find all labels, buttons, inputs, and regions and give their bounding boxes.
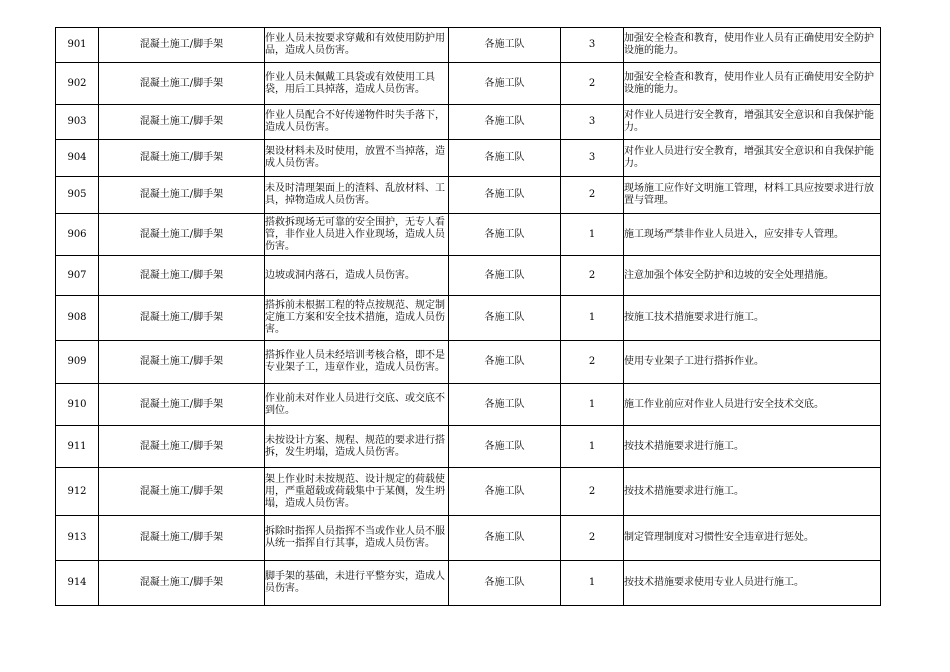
hazard-cell: 拆除时指挥人员指挥不当或作业人员不服从统一指挥自行其事，造成人员伤害。 [265, 516, 449, 561]
table-row [56, 177, 881, 214]
team-cell: 各施工队 [449, 426, 561, 468]
risk-level-cell: 1 [561, 296, 624, 341]
risk-level-cell: 3 [561, 140, 624, 177]
table-row [56, 426, 881, 468]
table-row [56, 516, 881, 561]
category-cell: 混凝土施工/脚手架 [99, 256, 265, 296]
team-cell: 各施工队 [449, 341, 561, 384]
measure-cell: 加强安全检查和教育，使用作业人员有正确使用安全防护设施的能力。 [624, 63, 881, 105]
category-cell: 混凝土施工/脚手架 [99, 384, 265, 426]
table-row [56, 105, 881, 140]
row-number: 901 [56, 28, 99, 63]
row-number: 912 [56, 468, 99, 516]
risk-level-cell: 3 [561, 28, 624, 63]
category-cell: 混凝土施工/脚手架 [99, 28, 265, 63]
row-number: 905 [56, 177, 99, 214]
risk-level-cell: 1 [561, 214, 624, 256]
hazard-cell: 作业人员配合不好传递物件时失手落下，造成人员伤害。 [265, 105, 449, 140]
measure-cell: 对作业人员进行安全教育，增强其安全意识和自我保护能力。 [624, 105, 881, 140]
row-number: 907 [56, 256, 99, 296]
risk-level-cell: 1 [561, 561, 624, 606]
table-row [56, 214, 881, 256]
measure-cell: 按技术措施要求进行施工。 [624, 426, 881, 468]
measure-cell: 使用专业架子工进行搭拆作业。 [624, 341, 881, 384]
row-number: 903 [56, 105, 99, 140]
measure-cell: 现场施工应作好文明施工管理，材料工具应按要求进行放置与管理。 [624, 177, 881, 214]
team-cell: 各施工队 [449, 561, 561, 606]
hazard-cell: 作业人员未按要求穿戴和有效使用防护用品，造成人员伤害。 [265, 28, 449, 63]
row-number: 909 [56, 341, 99, 384]
category-cell: 混凝土施工/脚手架 [99, 177, 265, 214]
table-row [56, 28, 881, 63]
category-cell: 混凝土施工/脚手架 [99, 561, 265, 606]
team-cell: 各施工队 [449, 296, 561, 341]
table-row [56, 63, 881, 105]
measure-cell: 施工作业前应对作业人员进行安全技术交底。 [624, 384, 881, 426]
row-number: 910 [56, 384, 99, 426]
risk-level-cell: 3 [561, 105, 624, 140]
category-cell: 混凝土施工/脚手架 [99, 296, 265, 341]
hazard-cell: 搭救拆现场无可靠的安全围护，无专人看管，非作业人员进入作业现场，造成人员伤害。 [265, 214, 449, 256]
category-cell: 混凝土施工/脚手架 [99, 214, 265, 256]
risk-level-cell: 2 [561, 63, 624, 105]
risk-level-cell: 2 [561, 256, 624, 296]
team-cell: 各施工队 [449, 384, 561, 426]
row-number: 906 [56, 214, 99, 256]
category-cell: 混凝土施工/脚手架 [99, 105, 265, 140]
category-cell: 混凝土施工/脚手架 [99, 426, 265, 468]
category-cell: 混凝土施工/脚手架 [99, 516, 265, 561]
hazard-cell: 作业前未对作业人员进行交底、或交底不到位。 [265, 384, 449, 426]
measure-cell: 按技术措施要求使用专业人员进行施工。 [624, 561, 881, 606]
category-cell: 混凝土施工/脚手架 [99, 468, 265, 516]
risk-level-cell: 2 [561, 341, 624, 384]
measure-cell: 施工现场严禁非作业人员进入，应安排专人管理。 [624, 214, 881, 256]
hazard-cell: 作业人员未佩戴工具袋或有效使用工具袋，用后工具掉落，造成人员伤害。 [265, 63, 449, 105]
hazard-cell: 架上作业时未按规范、设计规定的荷载使用，严重超载或荷载集中于某侧，发生坍塌，造成人员伤害。 [265, 468, 449, 516]
risk-level-cell: 2 [561, 468, 624, 516]
hazard-cell: 未及时清理架面上的渣料、乱放材料、工具，掉物造成人员伤害。 [265, 177, 449, 214]
measure-cell: 按施工技术措施要求进行施工。 [624, 296, 881, 341]
table-body [56, 28, 881, 606]
hazard-cell: 脚手架的基础，未进行平整夯实，造成人员伤害。 [265, 561, 449, 606]
risk-level-cell: 1 [561, 426, 624, 468]
category-cell: 混凝土施工/脚手架 [99, 140, 265, 177]
row-number: 914 [56, 561, 99, 606]
hazard-cell: 未按设计方案、规程、规范的要求进行搭拆，发生坍塌，造成人员伤害。 [265, 426, 449, 468]
risk-level-cell: 2 [561, 516, 624, 561]
hazard-cell: 搭拆前未根据工程的特点按规范、规定制定施工方案和安全技术措施，造成人员伤害。 [265, 296, 449, 341]
row-number: 913 [56, 516, 99, 561]
table-row [56, 296, 881, 341]
team-cell: 各施工队 [449, 140, 561, 177]
hazard-cell: 搭拆作业人员未经培训考核合格，即不是专业架子工，违章作业，造成人员伤害。 [265, 341, 449, 384]
table-row [56, 341, 881, 384]
risk-level-cell: 2 [561, 177, 624, 214]
team-cell: 各施工队 [449, 177, 561, 214]
hazard-cell: 架设材料未及时使用，放置不当掉落，造成人员伤害。 [265, 140, 449, 177]
row-number: 904 [56, 140, 99, 177]
measure-cell: 对作业人员进行安全教育，增强其安全意识和自我保护能力。 [624, 140, 881, 177]
team-cell: 各施工队 [449, 468, 561, 516]
table-row [56, 140, 881, 177]
row-number: 908 [56, 296, 99, 341]
team-cell: 各施工队 [449, 516, 561, 561]
team-cell: 各施工队 [449, 214, 561, 256]
team-cell: 各施工队 [449, 105, 561, 140]
table-row [56, 561, 881, 606]
risk-level-cell: 1 [561, 384, 624, 426]
hazard-cell: 边坡或洞内落石，造成人员伤害。 [265, 256, 449, 296]
hazard-table [55, 27, 881, 606]
row-number: 902 [56, 63, 99, 105]
team-cell: 各施工队 [449, 256, 561, 296]
table-row [56, 256, 881, 296]
category-cell: 混凝土施工/脚手架 [99, 341, 265, 384]
team-cell: 各施工队 [449, 63, 561, 105]
table-row [56, 384, 881, 426]
measure-cell: 制定管理制度对习惯性安全违章进行惩处。 [624, 516, 881, 561]
table-row [56, 468, 881, 516]
row-number: 911 [56, 426, 99, 468]
measure-cell: 加强安全检查和教育，使用作业人员有正确使用安全防护设施的能力。 [624, 28, 881, 63]
team-cell: 各施工队 [449, 28, 561, 63]
measure-cell: 注意加强个体安全防护和边坡的安全处理措施。 [624, 256, 881, 296]
category-cell: 混凝土施工/脚手架 [99, 63, 265, 105]
measure-cell: 按技术措施要求进行施工。 [624, 468, 881, 516]
